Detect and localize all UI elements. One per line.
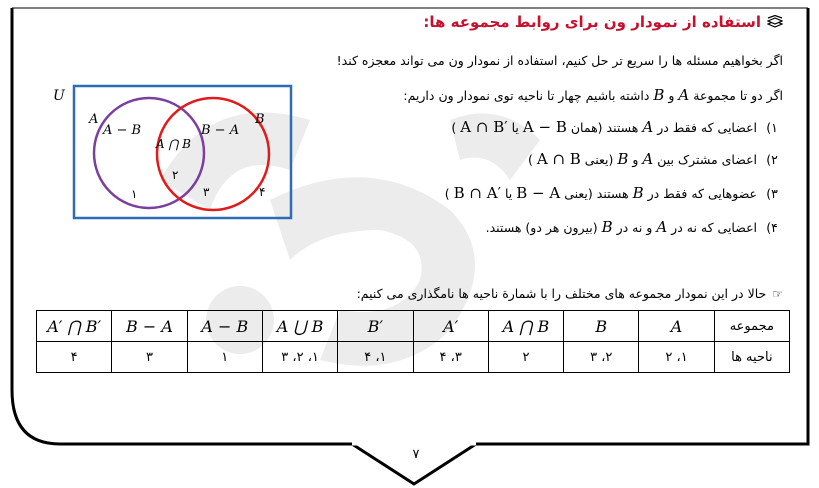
region-symbol: A bbox=[642, 118, 654, 136]
table-region-cell: ۳، ۴ bbox=[413, 342, 488, 373]
table-set-cell: A bbox=[639, 311, 714, 342]
set-a-circle bbox=[94, 98, 204, 208]
table-row bbox=[37, 311, 790, 342]
region-both-label: A ⋂ B bbox=[156, 137, 191, 151]
region-2-number: ۲ bbox=[172, 168, 179, 182]
pointing-hand-icon: ☞ bbox=[772, 286, 783, 301]
table-set-cell: A − B bbox=[187, 311, 262, 342]
region-text: هستند (همان bbox=[570, 120, 639, 135]
region-text: (یعنی bbox=[584, 152, 614, 167]
region-or: یا bbox=[511, 120, 519, 135]
region-b-only-label: B − A bbox=[201, 123, 240, 138]
region-symbol: B bbox=[617, 150, 629, 168]
table-note-text: حالا در این نمودار مجموعه های مختلف را با شمارة ناحیه ها نامگذاری می کنیم: bbox=[356, 286, 767, 301]
region-text: (بیرون هر دو) هستند. bbox=[485, 220, 598, 235]
section-heading bbox=[423, 13, 783, 31]
set-b-symbol: B bbox=[653, 86, 665, 104]
set-a-symbol: A bbox=[678, 86, 690, 104]
region-symbol: B bbox=[632, 184, 644, 202]
set-b-label: B bbox=[255, 112, 265, 127]
region-symbol: B bbox=[601, 218, 613, 236]
region-table bbox=[36, 310, 790, 373]
heading-text: استفاده از نمودار ون برای روابط مجموعه ها: bbox=[423, 13, 761, 31]
table-region-cell: ۲، ۳ bbox=[564, 342, 639, 373]
table-region-cell: ۲ bbox=[488, 342, 563, 373]
table-region-cell: ۱ bbox=[187, 342, 262, 373]
table-set-cell: B′ bbox=[338, 311, 413, 342]
region-paren: ) bbox=[444, 186, 450, 201]
region-text: اعضایی که نه در bbox=[671, 220, 758, 235]
two-sets-line bbox=[403, 86, 783, 104]
universe-label: U bbox=[53, 88, 65, 104]
two-sets-before: اگر دو تا مجموعة bbox=[693, 88, 783, 103]
region-4-number: ۴ bbox=[259, 185, 266, 199]
region-or: یا bbox=[504, 186, 513, 201]
region-text: عضوهایی که فقط در bbox=[647, 186, 758, 201]
region-number: ۴) bbox=[766, 220, 778, 235]
region-number: ۳) bbox=[766, 186, 778, 201]
table-region-cell: ۱، ۲ bbox=[639, 342, 714, 373]
region-expression: B ∩ A′ bbox=[453, 184, 501, 202]
set-b-circle bbox=[157, 98, 269, 210]
table-row-label: ناحیه ها bbox=[714, 342, 789, 373]
region-symbol: A bbox=[656, 218, 668, 236]
table-region-cell: ۱، ۲، ۳ bbox=[262, 342, 337, 373]
region-expression: A ∩ B bbox=[536, 150, 581, 168]
table-set-cell: A ⋃ B bbox=[262, 311, 337, 342]
page-number: ۷ bbox=[412, 447, 420, 462]
region-number: ۱) bbox=[766, 120, 778, 135]
region-text: و bbox=[632, 152, 639, 167]
region-item-2 bbox=[528, 150, 783, 168]
region-paren: ) bbox=[527, 152, 533, 167]
table-header-label: مجموعه bbox=[714, 311, 789, 342]
table-region-cell: ۴ bbox=[37, 342, 112, 373]
table-set-cell: B bbox=[564, 311, 639, 342]
region-text: و نه در bbox=[616, 220, 653, 235]
set-a-label: A bbox=[89, 112, 99, 127]
region-expression: B − A bbox=[516, 184, 561, 202]
intro-text: اگر بخواهیم مسئله ها را سریع تر حل کنیم، استفاده از نمودار ون می تواند معجزه کند! bbox=[336, 53, 783, 68]
region-text: اعضایی که فقط در bbox=[657, 120, 758, 135]
two-sets-and: و bbox=[668, 88, 675, 103]
region-text: هستند (یعنی bbox=[564, 186, 629, 201]
region-item-1 bbox=[451, 118, 783, 136]
region-expression: A − B bbox=[522, 118, 567, 136]
region-item-3 bbox=[445, 184, 783, 202]
region-3-number: ۳ bbox=[203, 185, 210, 199]
region-number: ۲) bbox=[766, 152, 778, 167]
table-region-cell: ۱، ۴ bbox=[338, 342, 413, 373]
table-set-cell: A ⋂ B bbox=[488, 311, 563, 342]
region-symbol: A bbox=[642, 150, 654, 168]
table-set-cell: B − A bbox=[112, 311, 187, 342]
region-expression: A ∩ B′ bbox=[460, 118, 508, 136]
table-set-cell: A′ ⋂ B′ bbox=[37, 311, 112, 342]
table-set-cell: A′ bbox=[413, 311, 488, 342]
region-text: اعضای مشترک بین bbox=[657, 152, 758, 167]
book-stack-icon bbox=[767, 15, 783, 29]
region-paren: ) bbox=[451, 120, 457, 135]
venn-diagram bbox=[47, 84, 297, 224]
table-note bbox=[357, 286, 783, 301]
region-a-only-label: A − B bbox=[103, 123, 142, 138]
region-item-4 bbox=[486, 218, 783, 236]
two-sets-after: داشته باشیم چهار تا ناحیه توی نمودار ون داریم: bbox=[403, 88, 650, 103]
region-1-number: ۱ bbox=[131, 187, 138, 201]
table-row bbox=[37, 342, 790, 373]
table-region-cell: ۳ bbox=[112, 342, 187, 373]
